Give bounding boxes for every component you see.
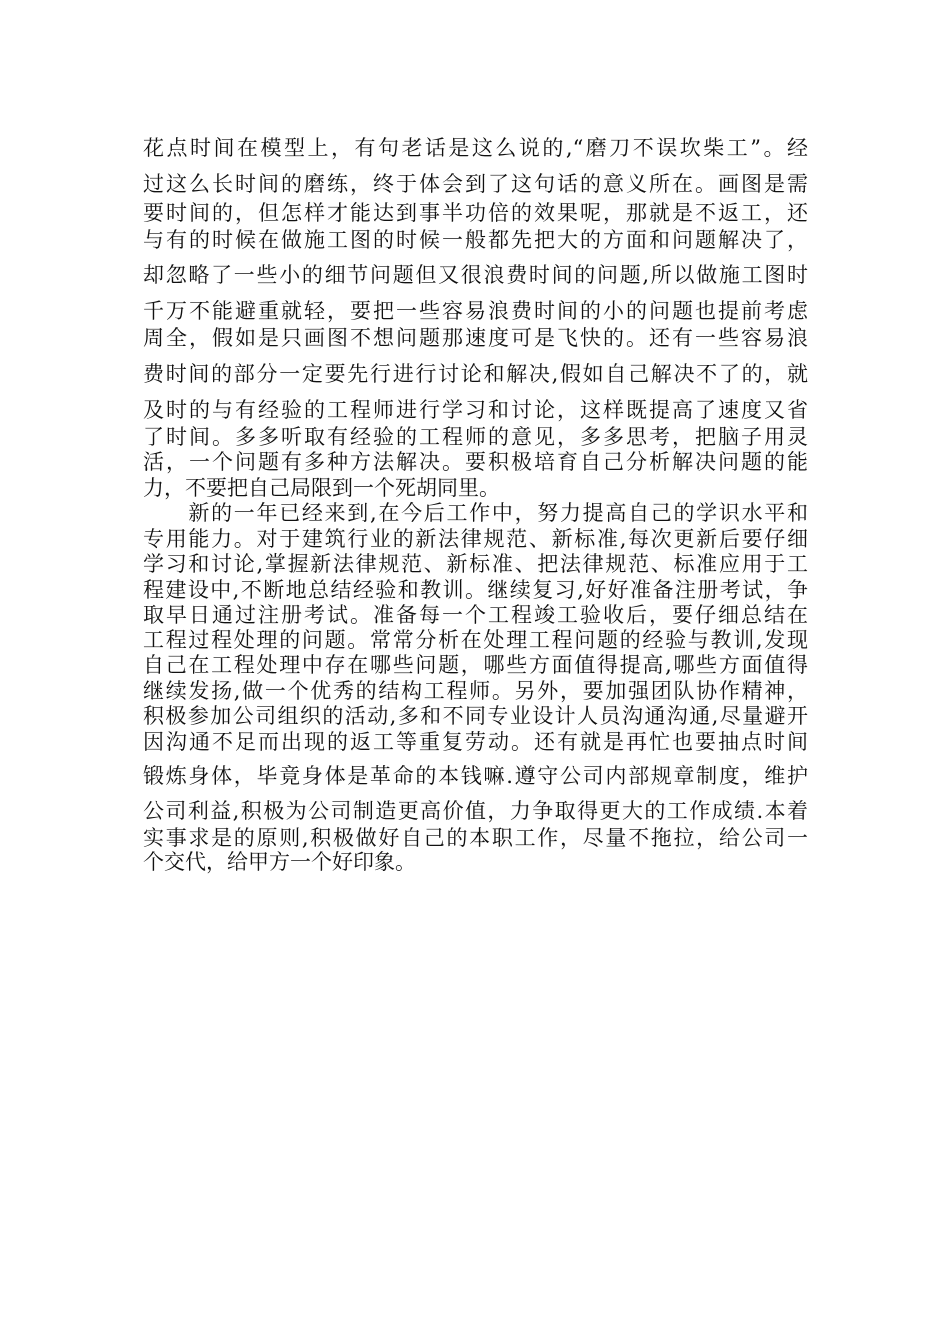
text-line-19: 自己在工程处理中存在哪些问题，哪些方面值得提高,哪些方面值得 (143, 653, 808, 677)
text-line-17: 取早日通过注册考试。准备每一个工程竣工验收后，要仔细总结在 (143, 603, 808, 627)
text-line-23: 锻炼身体，毕竟身体是革命的本钱嘛.遵守公司内部规章制度，维护 (143, 764, 808, 788)
text-line-5: 却忽略了一些小的细节问题但又很浪费时间的问题,所以做施工图时 (143, 263, 808, 287)
text-line-9: 及时的与有经验的工程师进行学习和讨论，这样既提高了速度又省 (143, 398, 808, 422)
text-line-26: 个交代，给甲方一个好印象。 (143, 850, 416, 874)
text-line-21: 积极参加公司组织的活动,多和不同专业设计人员沟通沟通,尽量避开 (143, 704, 808, 728)
text-line-16: 程建设中,不断地总结经验和教训。继续复习,好好准备注册考试，争 (143, 578, 808, 602)
text-line-11: 活，一个问题有多种方法解决。要积极培育自己分析解决问题的能 (143, 450, 808, 474)
text-line-4: 与有的时候在做施工图的时候一般都先把大的方面和问题解决了， (143, 228, 808, 252)
text-line-14: 专用能力。对于建筑行业的新法律规范、新标准,每次更新后要仔细 (143, 527, 808, 551)
text-line-7: 周全，假如是只画图不想问题那速度可是飞快的。还有一些容易浪 (143, 326, 808, 350)
text-line-15: 学习和讨论,掌握新法律规范、新标准、把法律规范、标准应用于工 (143, 552, 808, 576)
text-line-24: 公司利益,积极为公司制造更高价值，力争取得更大的工作成绩.本着 (143, 799, 808, 823)
text-line-3: 要时间的，但怎样才能达到事半功倍的效果呢，那就是不返工，还 (143, 201, 808, 225)
text-line-13: 新的一年已经来到,在今后工作中，努力提高自己的学识水平和 (143, 501, 808, 525)
text-line-8: 费时间的部分一定要先行进行讨论和解决,假如自己解决不了的，就 (143, 362, 808, 386)
text-line-25: 实事求是的原则,积极做好自己的本职工作，尽量不拖拉，给公司一 (143, 826, 808, 850)
text-line-6: 千万不能避重就轻，要把一些容易浪费时间的小的问题也提前考虑 (143, 299, 808, 323)
text-line-20: 继续发扬,做一个优秀的结构工程师。另外，要加强团队协作精神， (143, 679, 808, 703)
text-line-2: 过这么长时间的磨练，终于体会到了这句话的意义所在。画图是需 (143, 172, 808, 196)
text-line-18: 工程过程处理的问题。常常分析在处理工程问题的经验与教训,发现 (143, 628, 808, 652)
text-line-10: 了时间。多多听取有经验的工程师的意见，多多思考，把脑子用灵 (143, 425, 808, 449)
text-line-12: 力，不要把自己局限到一个死胡同里。 (143, 476, 500, 500)
text-line-22: 因沟通不足而出现的返工等重复劳动。还有就是再忙也要抽点时间 (143, 730, 808, 754)
text-line-1: 花点时间在模型上，有句老话是这么说的,“磨刀不误坎柴工”。经 (143, 136, 808, 160)
